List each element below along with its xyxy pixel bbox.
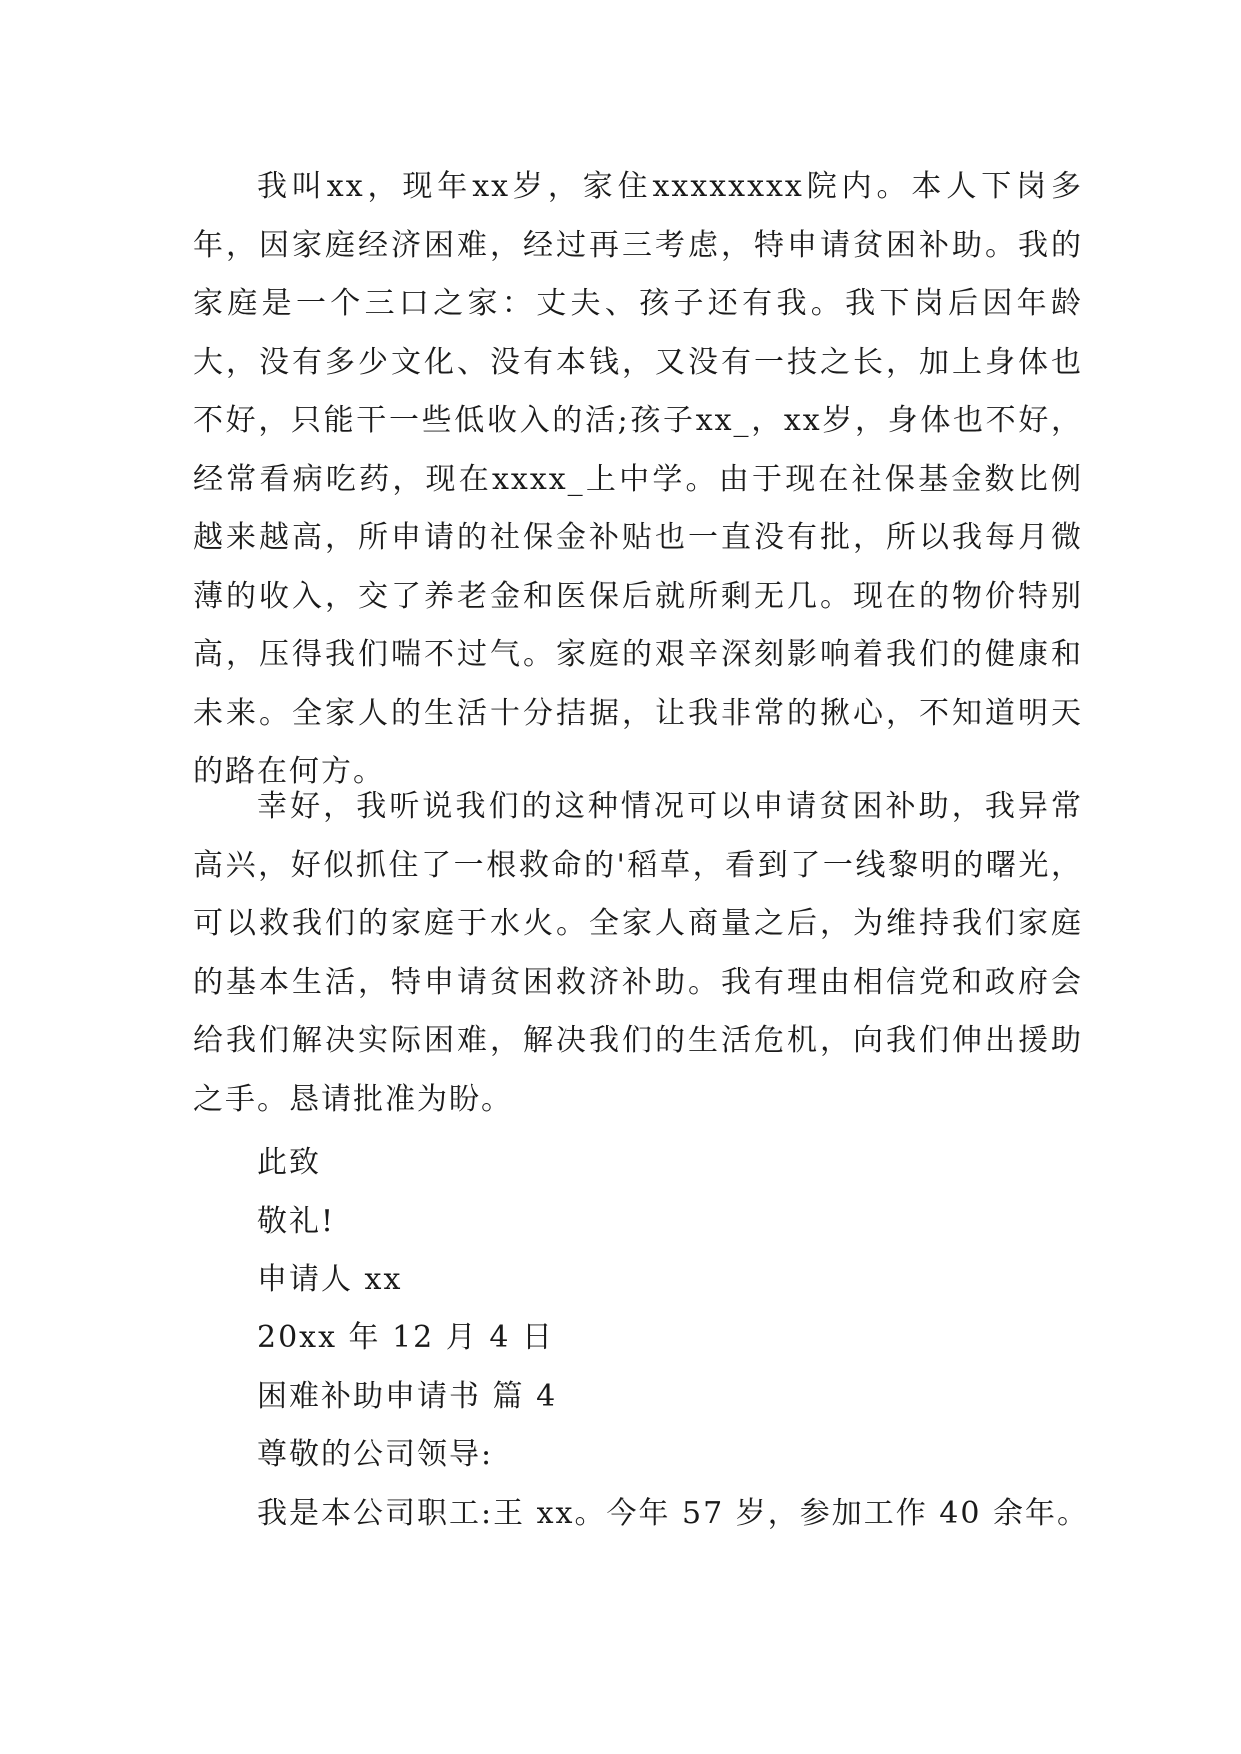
closing-greeting: 此致 — [257, 1145, 321, 1180]
intro-line: 我是本公司职工:王 xx。今年 57 岁，参加工作 40 余年。 — [257, 1496, 1089, 1531]
letter-date: 20xx 年 12 月 4 日 — [257, 1320, 554, 1355]
section-title: 困难补助申请书 篇 4 — [257, 1379, 558, 1414]
salutation: 尊敬的公司领导: — [257, 1437, 494, 1472]
body-paragraph-2: 幸好，我听说我们的这种情况可以申请贫困补助，我异常高兴，好似抓住了一根救命的'稻草，看到了一线黎明的曙光，可以救我们的家庭于水火。全家人商量之后，为维持我们家庭的基本生活，特申请贫困救济补助。我有理由相信党和政府会给我们解决实际困难，解决我们的生活危机，向我们伸出援助之手。恳请批准为盼。 — [193, 789, 1083, 1117]
applicant-signature: 申请人 xx — [257, 1262, 403, 1297]
body-paragraph-1: 我叫xx，现年xx岁，家住xxxxxxxx院内。本人下岗多年，因家庭经济困难，经过再三考虑，特申请贫困补助。我的家庭是一个三口之家：丈夫、孩子还有我。我下岗后因年龄大，没有多少文化、没有本钱，又没有一技之长，加上身体也不好，只能干一些低收入的活;孩子xx_，xx岁，身体也不好，经常看病吃药，现在xxxx_上中学。由于现在社保基金数比例越来越高，所申请的社保金补贴也一直没有批，所以我每月微薄的收入，交了养老金和医保后就所剩无几。现在的物价特别高，压得我们喘不过气。家庭的艰辛深刻影响着我们的健康和未来。全家人的生活十分拮据，让我非常的揪心，不知道明天的路在何方。 — [193, 169, 1083, 789]
closing-salute: 敬礼! — [257, 1204, 336, 1239]
